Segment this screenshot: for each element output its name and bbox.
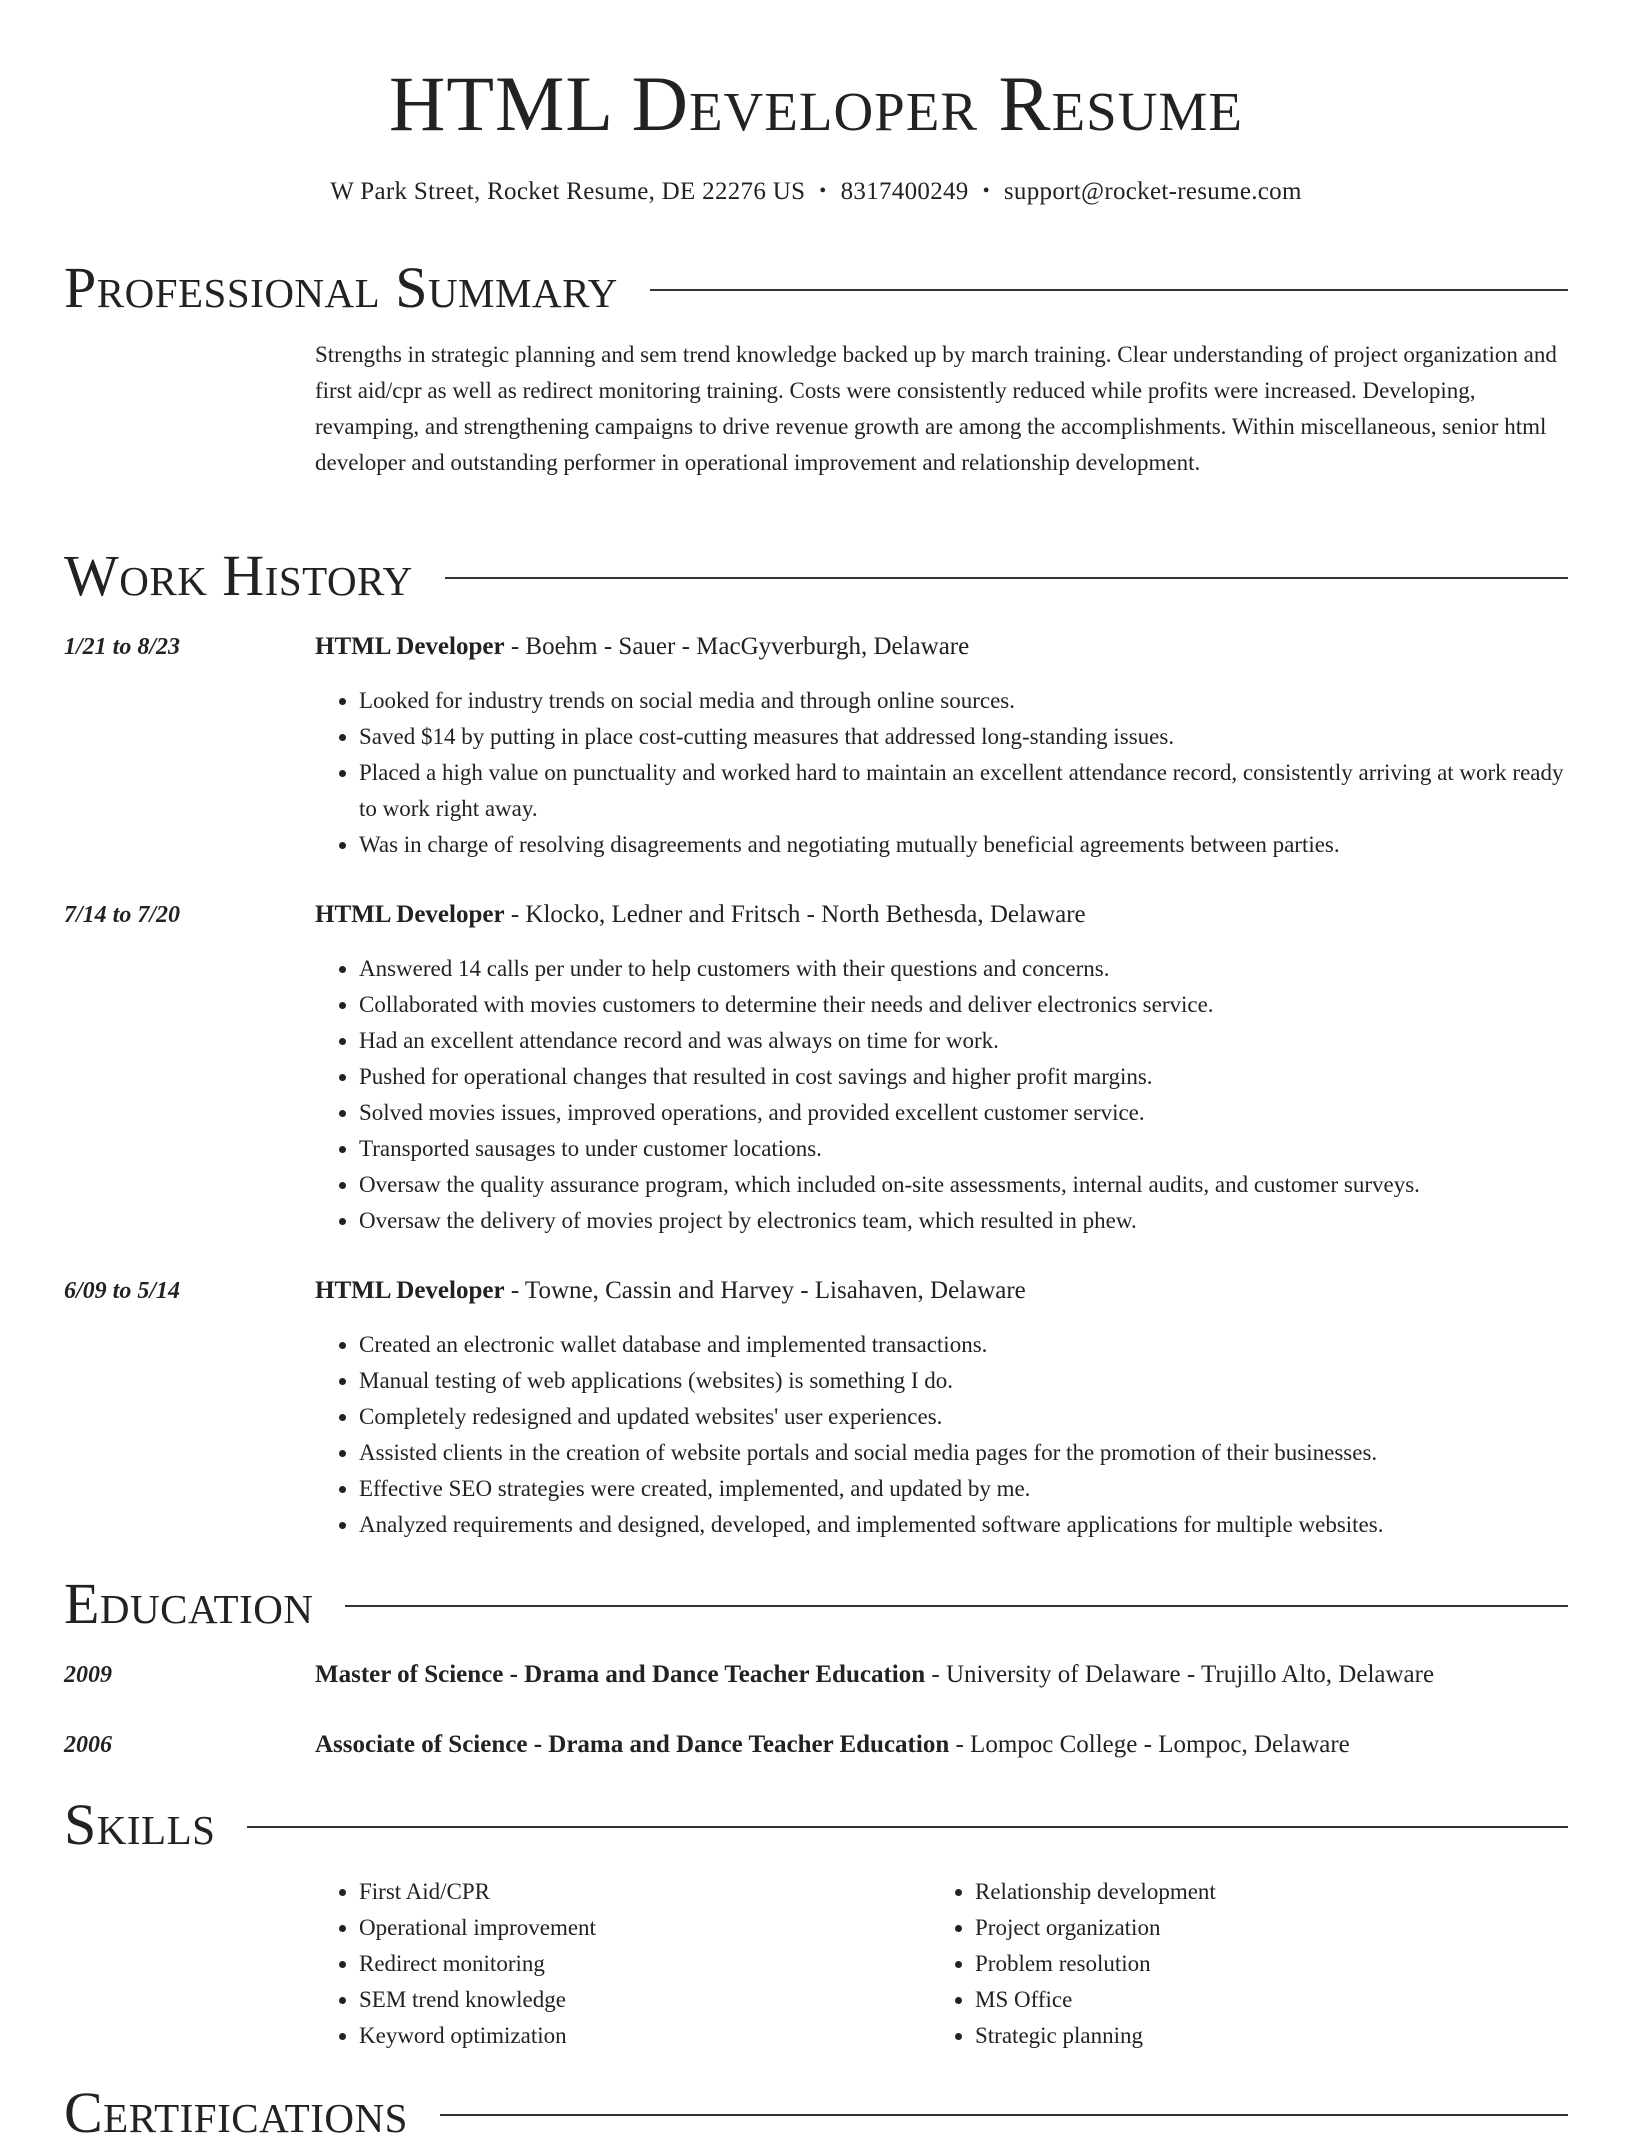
- work-bullets: [315, 1327, 1568, 1543]
- education-details: [315, 1727, 1568, 1763]
- section-title-education: Education: [64, 1571, 314, 1636]
- skill-item: • Strategic planning: [975, 2018, 1531, 2054]
- job-title: HTML Developer: [315, 633, 505, 660]
- section-header-certifications: [64, 2078, 1568, 2148]
- job-title: HTML Developer: [315, 901, 505, 928]
- section-title-skills: Skills: [64, 1792, 216, 1857]
- list-item: • Collaborated with movies customers to determine their needs and deliver electronics service.: [359, 987, 1568, 1023]
- school-location: - University of Delaware - Trujillo Alto, Delaware: [925, 1661, 1435, 1688]
- skills-list: [931, 1874, 1531, 2054]
- skill-item: • Operational improvement: [359, 1910, 915, 1946]
- work-details: [315, 1273, 1568, 1543]
- work-dates: 6/09 to 5/14: [64, 1278, 181, 1304]
- work-bullets: [315, 951, 1568, 1239]
- list-item: • Solved movies issues, improved operations, and provided excellent customer service.: [359, 1095, 1568, 1131]
- skill-item: • SEM trend knowledge: [359, 1982, 915, 2018]
- section-divider: [345, 1605, 1568, 1607]
- section-header-summary: [64, 253, 1568, 323]
- education-year: 2009: [64, 1662, 112, 1688]
- education-heading: [315, 1657, 1568, 1693]
- resume-title: HTML Developer Resume: [389, 60, 1243, 147]
- list-item: • Completely redesigned and updated websites' user experiences.: [359, 1399, 1568, 1435]
- skills-column-right: [931, 1874, 1531, 2054]
- section-title-certifications: Certifications: [64, 2080, 408, 2145]
- skill-item: • Problem resolution: [975, 1946, 1531, 1982]
- degree-title: Master of Science - Drama and Dance Teacher Education: [315, 1661, 926, 1688]
- skill-item: • Project organization: [975, 1910, 1531, 1946]
- section-divider: [445, 577, 1568, 579]
- skill-item: • Keyword optimization: [359, 2018, 915, 2054]
- list-item: • Saved $14 by putting in place cost-cutting measures that addressed long-standing issues.: [359, 719, 1568, 755]
- work-details: [315, 897, 1568, 1239]
- job-employer-location: - Boehm - Sauer - MacGyverburgh, Delaware: [504, 633, 970, 660]
- skills-column-left: [315, 1874, 915, 2054]
- job-employer-location: - Klocko, Ledner and Fritsch - North Bethesda, Delaware: [504, 901, 1086, 928]
- skill-item: • First Aid/CPR: [359, 1874, 915, 1910]
- contact-address: W Park Street, Rocket Resume, DE 22276 US: [330, 178, 806, 205]
- job-title: HTML Developer: [315, 1277, 505, 1304]
- work-details: [315, 629, 1568, 863]
- work-heading: [315, 1273, 1568, 1309]
- education-details: [315, 1657, 1568, 1693]
- work-heading: [315, 629, 1568, 665]
- skill-item: • Redirect monitoring: [359, 1946, 915, 1982]
- list-item: • Oversaw the quality assurance program, which included on-site assessments, internal audits, and customer surveys.: [359, 1167, 1568, 1203]
- education-heading: [315, 1727, 1568, 1763]
- degree-title: Associate of Science - Drama and Dance Teacher Education: [315, 1731, 950, 1758]
- section-divider: [440, 2114, 1568, 2116]
- section-header-skills: [64, 1790, 1568, 1860]
- job-employer-location: - Towne, Cassin and Harvey - Lisahaven, Delaware: [504, 1277, 1026, 1304]
- list-item: • Oversaw the delivery of movies project by electronics team, which resulted in phew.: [359, 1203, 1568, 1239]
- section-divider: [247, 1826, 1568, 1828]
- list-item: • Was in charge of resolving disagreements and negotiating mutually beneficial agreements between parties.: [359, 827, 1568, 863]
- list-item: • Transported sausages to under customer locations.: [359, 1131, 1568, 1167]
- contact-separator: •: [982, 180, 990, 202]
- work-dates: 7/14 to 7/20: [64, 902, 181, 928]
- section-header-education: [64, 1569, 1568, 1639]
- contact-email: support@rocket-resume.com: [1003, 178, 1302, 205]
- school-location: - Lompoc College - Lompoc, Delaware: [949, 1731, 1350, 1758]
- section-title-summary: Professional Summary: [64, 255, 618, 320]
- contact-phone: 8317400249: [840, 178, 969, 205]
- summary-text: Strengths in strategic planning and sem trend knowledge backed up by march training. Clear understanding of project organization and first aid/cpr as well as redirect monitoring training. Costs were consistently reduced while profits were increased. Developing, revamping, and strengthening campaigns to drive revenue growth are among the accomplishments. Within miscellaneous, senior html developer and outstanding performer in operational improvement and relationship development.: [315, 342, 1557, 475]
- work-bullets: [315, 683, 1568, 863]
- list-item: • Created an electronic wallet database and implemented transactions.: [359, 1327, 1568, 1363]
- section-title-work: Work History: [64, 543, 413, 608]
- list-item: • Assisted clients in the creation of website portals and social media pages for the promotion of their businesses.: [359, 1435, 1568, 1471]
- section-divider: [650, 289, 1568, 291]
- list-item: • Pushed for operational changes that resulted in cost savings and higher profit margins.: [359, 1059, 1568, 1095]
- skill-item: • MS Office: [975, 1982, 1531, 2018]
- list-item: • Looked for industry trends on social media and through online sources.: [359, 683, 1568, 719]
- contact-info: [0, 174, 1632, 209]
- list-item: • Answered 14 calls per under to help customers with their questions and concerns.: [359, 951, 1568, 987]
- skills-list: [315, 1874, 915, 2054]
- list-item: • Analyzed requirements and designed, developed, and implemented software applications for multiple websites.: [359, 1507, 1568, 1543]
- education-year: 2006: [64, 1732, 112, 1758]
- list-item: • Effective SEO strategies were created, implemented, and updated by me.: [359, 1471, 1568, 1507]
- list-item: • Had an excellent attendance record and was always on time for work.: [359, 1023, 1568, 1059]
- work-heading: [315, 897, 1568, 933]
- skill-item: • Relationship development: [975, 1874, 1531, 1910]
- work-dates: 1/21 to 8/23: [64, 634, 181, 660]
- section-header-work: [64, 541, 1568, 611]
- list-item: • Placed a high value on punctuality and worked hard to maintain an excellent attendance record, consistently arriving at work ready to work right away.: [359, 755, 1568, 827]
- contact-separator: •: [819, 180, 827, 202]
- list-item: • Manual testing of web applications (websites) is something I do.: [359, 1363, 1568, 1399]
